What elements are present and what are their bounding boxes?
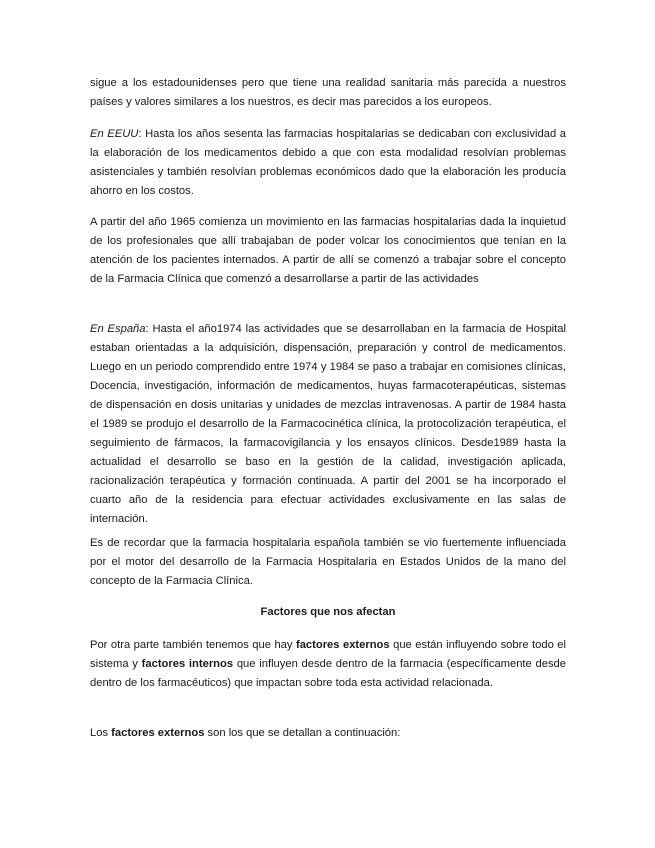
paragraph-eeuu <box>90 125 566 201</box>
label-eeuu: En EEUU <box>90 128 139 140</box>
externos-text-c: son los que se detallan a continuación: <box>204 727 401 739</box>
paragraph-externos <box>90 724 566 743</box>
paragraph-1965-text: A partir del año 1965 comienza un movimiento en las farmacias hospitalarias dada la inquietud de los profesionales que allí trabajaban de poder volcar los conocimientos que tenían en la atención de los pacientes internados. A partir de allí se comenzó a trabajar sobre el concepto de la Farmacia Clínica que comenzó a desarrollarse a partir de las actividades <box>90 216 566 285</box>
label-espana: En España <box>90 323 146 335</box>
externos-text-a: Los <box>90 727 112 739</box>
paragraph-intro <box>90 74 566 112</box>
externos-bold: factores externos <box>111 727 205 739</box>
paragraph-recordar <box>90 534 566 591</box>
paragraph-espana-text: : Hasta el año1974 las actividades que se desarrollaban en la farmacia de Hospital estaban orientadas a la adquisición, dispensación, preparación y control de medicamentos. Luego en un periodo comprendido entre 1974 y 1984 se paso a trabajar en comisiones clínicas, Docencia, investigación, información de medicamentos, huyas farmacoterapéuticas, sistemas de dispensación en dosis unitarias y unidades de mezclas intravenosas. A partir de 1984 hasta el 1989 se produjo el desarrollo de la Farmacocinética clínica, la protocolización terapéutica, el seguimiento de fármacos, la farmacovigilancia y los ensayos clínicos. Desde1989 hasta la actualidad el desarrollo se baso en la gestión de la calidad, investigación aplicada, racionalización terapéutica y formación continuada. A partir del 2001 se ha incorporado el cuarto año de la residencia para efectuar actividades exclusivamente en las salas de internación. <box>90 323 566 525</box>
factores-text-c: que están influyendo sobre todo el sistema y <box>90 639 567 670</box>
paragraph-espana <box>90 320 566 529</box>
paragraph-recordar-text: Es de recordar que la farmacia hospitalaria española también se vio fuertemente influenciada por el motor del desarrollo de la Farmacia Hospitalaria en Estados Unidos de la mano del concepto de la Farmacia Clínica. <box>90 537 566 587</box>
section-heading: Factores que nos afectan <box>260 606 396 618</box>
factores-text-a: Por otra parte también tenemos que hay <box>90 639 296 651</box>
paragraph-1965 <box>90 213 566 289</box>
factores-internos-bold: factores internos <box>141 658 234 670</box>
paragraph-factores <box>90 636 566 693</box>
factores-text-e: que influyen desde dentro de la farmacia (específicamente desde dentro de los farmacéuticos) que impactan sobre toda esta actividad relacionada. <box>90 658 566 689</box>
paragraph-intro-text: sigue a los estadounidenses pero que tiene una realidad sanitaria más parecida a nuestros países y valores similares a los nuestros, es decir mas parecidos a los europeos. <box>90 77 566 108</box>
factores-externos-bold: factores externos <box>295 639 390 651</box>
paragraph-eeuu-text: : Hasta los años sesenta las farmacias hospitalarias se dedicaban con exclusividad a la elaboración de los medicamentos debido a que con esta modalidad resolvían problemas asistenciales y también resolvían problemas económicos dado que la elaboración les producía ahorro en los costos. <box>90 128 566 197</box>
